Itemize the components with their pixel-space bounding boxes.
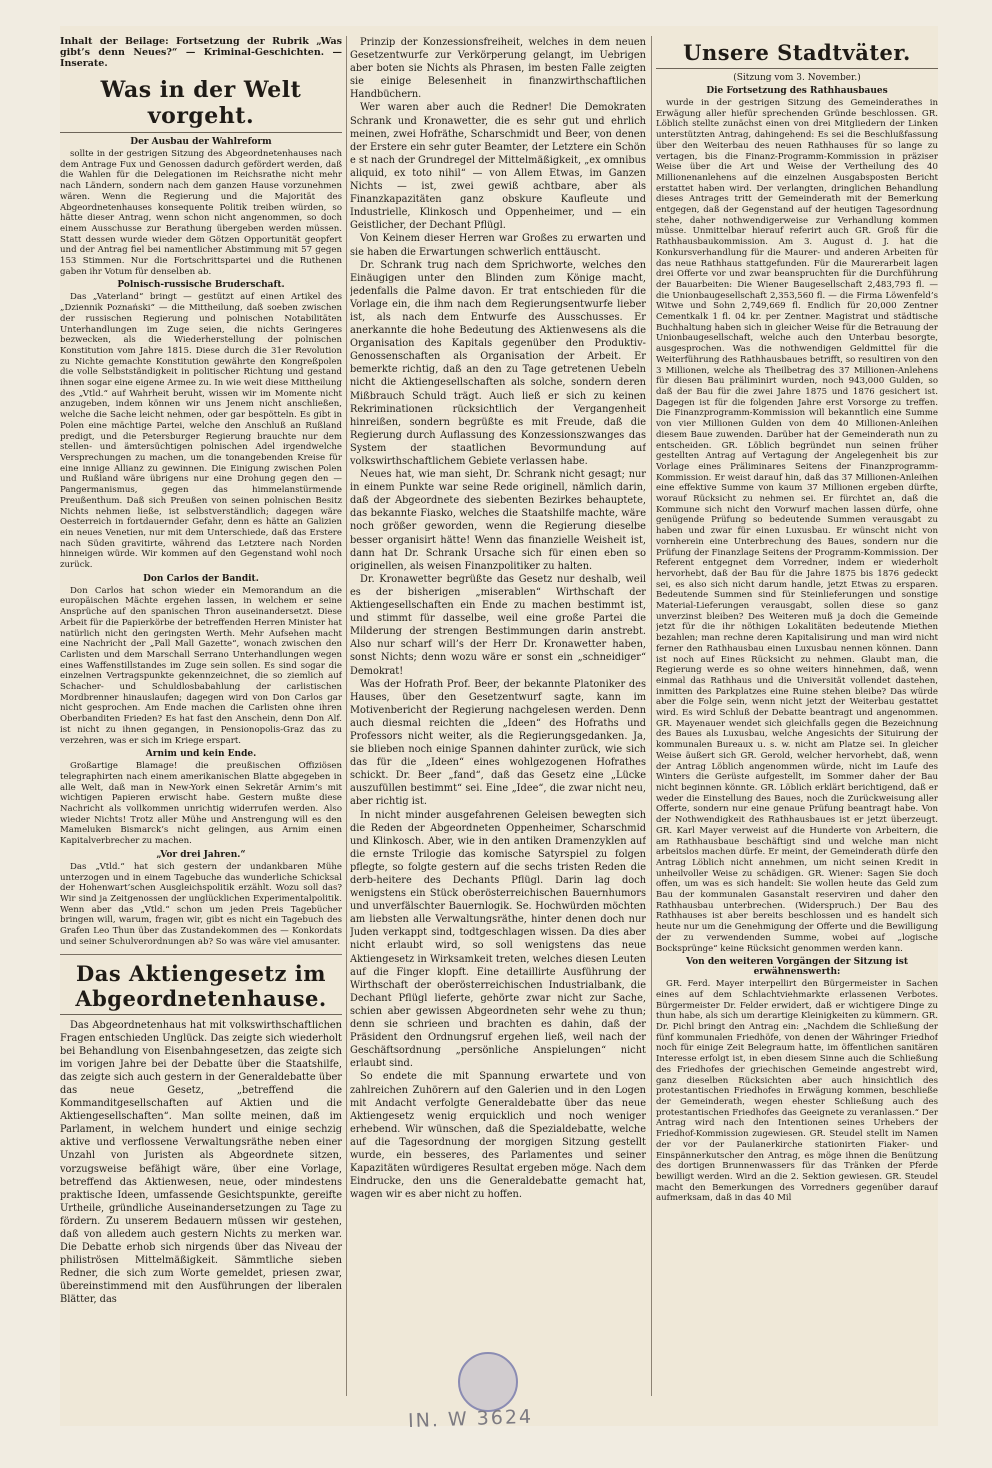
meeting-date: (Sitzung vom 3. November.) <box>733 73 861 83</box>
library-stamp <box>458 1352 518 1412</box>
article-title: Arnim und kein Ende. <box>145 749 257 760</box>
column-rule <box>651 36 652 1396</box>
shelfmark-label: IN. W 3624 <box>407 1405 534 1433</box>
article-title: „Vor drei Jahren.“ <box>156 849 246 860</box>
article-text: Dr. Kronawetter begrüßte das Gesetz nur deshalb, weil es der bisherigen „miserablen“ Wirthschaft der Aktiengesellschaften ein Ende zu machen bestimmt ist, und stimmt für dasselbe, weil eine große Partei die Milderung der strengen Bestimmungen darin anstrebt. Also nur scharf will’s der Herr Dr. Kronawetter haben, sonst Nichts; denn wozu wäre er sonst ein „schneidiger“ Demokrat! <box>350 573 646 677</box>
newspaper-page <box>60 26 938 1426</box>
article-text: Wer waren aber auch die Redner! Die Demokraten Schrank und Kronawetter, die es sehr gut und ehrlich meinen, zwei Hofräthe, Scharschmidt und Beer, von denen der Erstere ein sehr guter Beamter, der Letztere ein Schön e st nach der Grundregel der Mittelmäßigkeit, „ex omnibus aliquid, ex toto nihil“ — von Allem Etwas, im Ganzen Nichts — ist, zwei gewiß achtbare, aber als Finanzkapazitäten ganz obskure Kaufleute und Industrielle, Klinkosch und Oppenheimer, und — ein Geistlicher, der Dechant Pflügl. <box>350 102 646 232</box>
supplement-contents: Inhalt der Beilage: Fortsetzung der Rubrik „Was gibt’s denn Neues?“ — Kriminal-Geschichten. — Inserate. <box>60 36 342 69</box>
article-text: Großartige Blamage! die preußischen Offiziösen telegraphirten nach einem amerikanischen Blatte abgegeben in alle Welt, daß man in New-York einen Sekretär Arnim’s mit wichtigen Papieren erwischt habe. Gestern mußte diese Nachricht als vollkommen unrichtig widerrufen werden. Also wieder Nichts! Trotz aller Mühe und Anstrengung will es den Mameluken Bismarck’s nicht gelingen, aus Arnim einen Kapitalverbrecher zu machen. <box>60 761 342 847</box>
article-text: Das „Vaterland“ bringt — gestützt auf einen Artikel des „Dziennik Poznański“ — die Mittheilung, daß soeben zwischen der russischen Regierung und polnischen Notabilitäten Unterhandlungen im Zuge seien, die nichts Geringeres bezwecken, als die Wiederherstellung der polnischen Konstitution vom Jahre 1815. Diese durch die 31er Revolution zu Nichte gemachte Konstitution gewährte den Kongreßpolen die volle Selbstständigkeit in politischer Richtung und gestand ihnen sogar eine eigene Armee zu. In wie weit diese Mittheilung des „Vtld.“ auf Wahrheit beruht, wissen wir im Momente nicht anzugeben, indem können wir uns Jenem nicht anschließen, welche die Sache leicht nehmen, oder gar bespötteln. Es gibt in Polen eine mächtige Partei, welche den Anschluß an Rußland predigt, und die Petersburger Regierung brauchte nur dem stellen- und ämtersüchtigen polnischen Adel irgendwelche Versprechungen zu machen, um die tonangebenden Kreise für eine innige Allianz zu gewinnen. Die Einigung zwischen Polen und Rußland wäre übrigens nur eine Drohung gegen den — Pangermanismus, gegen das himmelanstürmende Preußenthum. Daß sich Preußen von seinen polnischen Besitz Nichts nehmen ließe, ist selbstverständlich; dagegen wäre Oesterreich in fortdauernder Gefahr, denn es hätte an Galizien ein neues Venetien, nur mit dem Unterschiede, daß das Erstere nach Süden gravitirte, während das Letztere nach Norden hinneigen würde. Wir kommen auf den Gegenstand wohl noch zurück. <box>60 292 342 571</box>
article-text: Was der Hofrath Prof. Beer, der bekannte Platoniker des Hauses, über den Gesetzentwurf sagte, kann im Motivenbericht der Regierung nachgelesen werden. Denn auch diesmal reichten die „Ideen“ des Hofraths und Professors nicht weiter, als die Regierungsgedanken. Ja, sie blieben noch einige Spannen dahinter zurück, wie sich das für die „Ideen“ eines wohlgezogenen Hofrathes schickt. Dr. Beer „fand“, daß das Gesetz eine „Lücke auszufüllen bestimmt“ sei. Eine „Idee“, die zwar nicht neu, aber richtig ist. <box>350 678 646 808</box>
article-title: Don Carlos der Bandit. <box>143 573 259 584</box>
article-text: Dr. Schrank trug nach dem Sprichworte, welches den Einäugigen unter den Blinden zum Könige macht, jedenfalls die Palme davon. Er trat entschieden für die Vorlage ein, die ihm nach dem Regierungsentwurfe lieber ist, als nach dem Entwurfe des Ausschusses. Er anerkannte die hohe Bedeutung des Aktienwesens als die Organisation des Kapitals gegenüber den Produktiv-Genossenschaften als Organisation der Arbeit. Er bemerkte richtig, daß an den zu Tage getretenen Uebeln nicht die Aktiengesellschaften als solche, sondern deren Mißbrauch Schuld trägt. Auch ließ er sich zu keinen Rekriminationen rücksichtlich der Vergangenheit hinreißen, sondern begrüßte es mit Freude, daß die Regierung durch Auflassung des Konzessionszwanges das System der staatlichen Bevormundung auf volkswirthschaftlichem Gebiete verlassen habe. <box>350 259 646 467</box>
article-title: Die Fortsetzung des Rathhausbaues <box>706 86 888 96</box>
column-left <box>60 36 342 1406</box>
article-text: Das „Vtld.“ hat sich gestern der undankbaren Mühe unterzogen und in einem Tagebuche das wunderliche Schicksal der Hohenwart’schen Ausgleichspolitik erzählt. Wozu soll das? Wir sind ja Zeitgenossen der unglücklichen Experimentalpolitik. Wenn aber das „Vtld.“ schon um jeden Preis Tagebücher bringen will, warum, fragen wir, gibt es nicht ein Tagebuch des Grafen Leo Thun über das Zustandekommen des — Konkordats und seiner Schulverordnungen ab? So was wäre viel amusanter. <box>60 861 342 947</box>
section-masthead: Was in der Welt vorgeht. <box>60 77 342 133</box>
section-masthead: Unsere Stadtväter. <box>656 40 938 69</box>
article-text: Von Keinem dieser Herren war Großes zu erwarten und sie haben die Erwartungen schwerlich enttäuscht. <box>350 233 646 258</box>
article-text: GR. Ferd. Mayer interpellirt den Bürgermeister in Sachen eines auf dem Schlachtviehmarkte erlassenen Verbotes. Bürgermeister Dr. Felder erwidert, daß er wichtigere Dinge zu thun habe, als sich um derartige Kleinigkeiten zu kümmern. GR. Dr. Pichl bringt den Antrag ein: „Nachdem die Schließung der fünf kommunalen Friedhöfe, von denen der Währinger Friedhof noch für einige Zeit Belegraum hatte, im öffentlichen sanitären Interesse erfolgt ist, in eben diesem Sinne auch die Schließung des Friedhofes der griechischen Gemeinde angestrebt wird, ganz dieselben Rücksichten aber auch hinsichtlich des protestantischen Friedhofes in Erwägung kommen, beschließe der Gemeinderath, wegen ehester Schließung auch des protestantischen Friedhofes das Geeignete zu veranlassen.“ Der Antrag wird nach den Intentionen seines Urhebers der Friedhof-Kommission zugewiesen. GR. Steudel stellt im Namen der vor der Paulanerkirche stationirten Fiaker- und Einspännerkutscher den Antrag, es möge ihnen die Benützung des dortigen Brunnenwassers für das Tränken der Pferde bewilligt werden. Wird an die 2. Sektion gewiesen. GR. Steudel macht den Bemerkungen des Vorredners gegenüber darauf aufmerksam, daß in das 40 Mil <box>656 979 938 1204</box>
article-title: Der Ausbau der Wahlreform <box>130 137 272 147</box>
column-middle <box>350 36 646 1406</box>
article-text: In nicht minder ausgefahrenen Geleisen bewegten sich die Reden der Abgeordneten Oppenheimer, Scharschmid und Klinkosch. Aber, wie in den antiken Dramenzyklen auf die ernste Trilogie das komische Satyrspiel zu folgen pflegte, so folgte gestern auf die sechs tristen Reden die derb-heitere des Dechants Pflügl. Darin lag doch wenigstens ein Stück oberösterreichischen Bauernhumors und unverfälschter Bauernlogik. Se. Hochwürden möchten am liebsten alle Verwaltungsräthe, hinter denen doch nur Juden verkappt sind, todtgeschlagen wissen. Da dies aber nicht erlaubt wird, so soll wenigstens das neue Aktiengesetz in Wirksamkeit treten, welches diesen Leuten auf die Finger klopft. Eine detaillirte Ausführung der Wirthschaft der oberösterreichischen Industrialbank, die Dechant Pflügl lieferte, gehörte zwar nicht zur Sache, schien aber gewissen Abgeordneten sehr wehe zu thun; denn sie schrieen und brachten es dahin, daß der Präsident den Ordnungsruf ergehen ließ, weil nach der Geschäftsordnung „persönliche Anspielungen“ nicht erlaubt sind. <box>350 809 646 1070</box>
column-rule <box>346 36 347 1396</box>
article-text: wurde in der gestrigen Sitzung des Gemeinderathes in Erwägung aller hiefür sprechenden Gründe beschlossen. GR. Löblich stellte zunächst einen von drei Mitgliedern der Linken unterstützten Antrag, dahingehend: Es sei die Beschlußfassung über den Weiterbau des neuen Rathhauses für so lange zu vertagen, bis die Finanz-Programm-Kommission in präziser Weise über die Art und Weise der Vertheilung des 40 Millionenanlehens auf die einzelnen Ausgabsposten Bericht erstattet haben wird. Der verlangten, dringlichen Behandlung dieses Antrages tritt der Gemeinderath mit der Bemerkung entgegen, daß der Gegenstand auf der heutigen Tagesordnung stehe, daher nothwendigerweise zur Verhandlung kommen müsse. Unmittelbar hierauf referirt auch GR. Groß für die Rathhausbaukommission. Am 3. August d. J. hat die Konkursverhandlung für die Maurer- und anderen Arbeiten für das neue Rathhaus stattgefunden. Für die Maurerarbeit lagen drei Offerte vor und zwar beanspruchten für die Durchführung der Bauarbeiten: Die Wiener Baugesellschaft 2,483,793 fl. — die Unionbaugesellschaft 2,353,560 fl. — die Firma Löwenfeld’s Witwe und Sohn 2,749,669 fl. Endlich für 20,000 Zentner Cementkalk 1 fl. 04 kr. per Zentner. Magistrat und städtische Buchhaltung haben sich in gleicher Weise für die Betrauung der Unionbaugesellschaft, welche auch den Unterbau besorgte, ausgesprochen. Was die nothwendigen Geldmittel für die Weiterführung des Rathhausbaues betrifft, so resultiren von den 3 Millionen, welche als Theilbetrag des 37 Millionen-Anlehens für diesen Bau präliminirt wurden, noch 943,000 Gulden, so daß der Bau für die zwei Jahre 1875 und 1876 gesichert ist. Dagegen ist für die folgenden Jahre erst Vorsorge zu treffen. Die Finanzprogramm-Kommission will bekanntlich eine Summe von vier Millionen Gulden von dem 40 Millionen-Anleihen diesem Baue zuwenden. Darüber hat der Gemeinderath nun zu entscheiden. GR. Löblich begründet nun seinen früher gestellten Antrag auf Vertagung der Angelegenheit bis zur Vorlage eines Präliminares Seitens der Finanzprogramm-Kommission. Er weist darauf hin, daß das 37 Millionen-Anleihen eine effektive Summe von kaum 37 Millionen ergeben dürfte, worauf Rücksicht zu nehmen sei. Er fürchtet an, daß die Kommune sich nicht den Vorwurf machen lassen dürfe, ohne genügende Prüfung so bedeutende Summen verausgabt zu haben und zwar für einen Luxusbau. Er wünscht nicht von vornherein eine Unterbrechung des Baues, sondern nur die Prüfung der Finanzlage Seitens der Programm-Kommission. Der Referent entgegnet dem Vorredner, indem er wiederholt hervorhebt, daß der Bau für die Jahre 1875 bis 1876 gedeckt sei, es also sich nicht darum handle, jetzt Etwas zu ersparen. Bedeutende Summen sind für Steinlieferungen und sonstige Material-Lieferungen verausgabt, sollen diese so ganz unverzinst bleiben? Des Weiteren muß ja doch die Gemeinde jetzt für die ihr nöthigen Lokalitäten bedeutende Miethen bezahlen; man rechne deren Kapitalisirung und man wird nicht ferner den Rathhausbau einen Luxusbau nennen können. Dann ist noch auf Eines Rücksicht zu nehmen. Glaubt man, die Regierung werde es so ohne weiters hinnehmen, daß, wenn einmal das Rathhaus und die Universität vollendet dastehen, inmitten des Parkplatzes eine Ruine stehen bleibe? Das würde aber die Folge sein, wenn nicht jetzt der Weiterbau gestattet wird. Es wird Schluß der Debatte beantragt und angenommen. GR. Mayenauer wendet sich gleichfalls gegen die Bezeichnung des Baues als Luxusbau, welche Angesichts der Situirung der kommunalen Bureaux u. s. w. nicht am Platze sei. In gleicher Weise äußert sich GR. Gerold, welcher hervorhebt, daß, wenn der Antrag Löblich angenommen würde, nicht im Laufe des Winters die Gerüste aufgestellt, im Sommer daher der Bau nicht beginnen könnte. GR. Löblich erklärt berichtigend, daß er weder die Einstellung des Baues, noch die Zurückweisung aller Offerte, sondern nur eine genaue Prüfung beantragt habe. Von der Nothwendigkeit des Rathhausbaues ist er jetzt überzeugt. GR. Karl Mayer verweist auf die Hunderte von Arbeitern, die am Rathhausbaue beschäftigt sind und welche man nicht arbeitslos machen dürfe. Er meint, der Gemeinderath dürfe den Antrag Löblich nicht annehmen, um nicht seinen Kredit in unheilvoller Weise zu schädigen. GR. Wiener: Sagen Sie doch offen, um was es sich handelt: Sie wollen heute das Geld zum Bau der kommunalen Gasanstalt reserviren und daher den Rathhausbau unterbrechen. (Widerspruch.) Der Bau des Rathhauses ist aber bereits beschlossen und es handelt sich heute nur um die Genehmigung der Offerte und die Bewilligung der zu verwendenden Summe, wobei auf „logische Bocksprünge“ keine Rücksicht genommen werden kann. <box>656 98 938 954</box>
article-text: So endete die mit Spannung erwartete und von zahlreichen Zuhörern auf den Galerien und in den Logen mit Andacht verfolgte Generaldebatte über das neue Aktiengesetz wenig erquicklich und noch weniger erhebend. Wir wünschen, daß die Spezialdebatte, welche auf die Tagesordnung der morgigen Sitzung gestellt wurde, ein besseres, des Parlamentes und seiner Kapazitäten würdigeres Resultat ergeben möge. Nach dem Eindrucke, den uns die Generaldebatte gemacht hat, wagen wir es aber nicht zu hoffen. <box>350 1071 646 1201</box>
column-right <box>656 36 938 1406</box>
article-headline: Das Aktiengesetz im Abgeordnetenhause. <box>60 961 342 1015</box>
article-text: sollte in der gestrigen Sitzung des Abgeordnetenhauses nach dem Antrage Fux und Genossen dadurch gefördert werden, daß die Wahlen für die Delegationen im Reichsrathe nicht mehr nach Ländern, sondern nach dem ganzen Hause vorzunehmen wären. Wenn die Regierung und die Majorität des Abgeordnetenhauses konsequente Politik treiben würden, so hätte dieser Antrag, wenn schon nicht angenommen, so doch einem Ausschusse zur Berathung übergeben werden müssen. Statt dessen wurde wieder dem Götzen Opportunität geopfert und der Antrag fiel bei namentlicher Abstimmung mit 57 gegen 153 Stimmen. Nur die Fortschrittspartei und die Ruthenen gaben ihr Votum für denselben ab. <box>60 149 342 277</box>
article-text: Das Abgeordnetenhaus hat mit volkswirthschaftlichen Fragen entschieden Unglück. Das zeigte sich wiederholt bei Behandlung von Eisenbahngesetzen, das zeigte sich im vorigen Jahre bei der Debatte über die Staatshilfe, das zeigte sich auch gestern in der Generaldebatte über das neue Gesetz, „betreffend die Kommanditgesellschaften auf Aktien und die Aktiengesellschaften“. Man sollte meinen, daß im Parlament, in welchem hundert und einige sechzig aktive und verflossene Verwaltungsräthe neben einer Unzahl von Juristen als Abgeordnete sitzen, vorzugsweise befähigt wäre, über eine Vorlage, betreffend das Aktienwesen, neue, oder mindestens praktische Ideen, umfassende Gesichtspunkte, gereifte Urtheile, gründliche Auseinandersetzungen zu Tage zu fördern. Zu unserem Bedauern müssen wir gestehen, daß von alledem auch gestern Nichts zu merken war. Die Debatte erhob sich nirgends über das Niveau der philiströsen Mittelmäßigkeit. Sämmtliche sieben Redner, die sich zum Worte gemeldet, priesen zwar, übereinstimmend mit den Ausführungen der liberalen Blätter, das <box>60 1019 342 1306</box>
divider <box>60 954 342 955</box>
article-title: Von den weiteren Vorgängen der Sitzung ist erwähnenswerth: <box>686 957 908 978</box>
article-text: Prinzip der Konzessionsfreiheit, welches in dem neuen Gesetzentwurfe zur Verkörperung gelangt, im Uebrigen aber boten sie Nichts als Phrasen, im besten Falle zeigten sie einige Belesenheit in finanzwirthschaftlichen Handbüchern. <box>350 37 646 101</box>
article-text: Don Carlos hat schon wieder ein Memorandum an die europäischen Mächte ergehen lassen, in welchem er seine Ansprüche auf den spanischen Thron auseinandersetzt. Diese Arbeit für die Papierkörbe der betreffenden Herren Minister hat natürlich nicht den geringsten Werth. Mehr Aufsehen macht eine Nachricht der „Pall Mall Gazette“, wonach zwischen den Carlisten und dem Marschall Serrano Unterhandlungen wegen eines Waffenstillstandes im Zuge sein sollen. Es sind sogar die einzelnen Vertragspunkte gekennzeichnet, die so ziemlich auf Schacher- und Schuldlosbabahlung der carlistischen Mordbrenner hinauslaufen; dagegen wird von Don Carlos gar nicht gesprochen. Am Ende machen die Carlisten ohne ihren Oberbanditen Frieden? Es hat fast den Anschein, denn Don Alf. ist nicht zu ihnen gegangen, in Pensionopolis-Graz das zu verzehren, was er sich im Kriege erspart. <box>60 585 342 746</box>
article-text: Neues hat, wie man sieht, Dr. Schrank nicht gesagt; nur in einem Punkte war seine Rede originell, nämlich darin, daß der Abgeordnete des siebenten Bezirkes behauptete, das bekannte Fiasko, welches die Staatshilfe machte, wäre noch größer geworden, wenn die Regierung dieselbe besser organisirt hätte! Wenn das finanzielle Weisheit ist, dann hat Dr. Schrank Ursache sich für einen eben so originellen, als weisen Finanzpolitiker zu halten. <box>350 469 646 572</box>
article-title: Polnisch-russische Bruderschaft. <box>117 280 285 291</box>
